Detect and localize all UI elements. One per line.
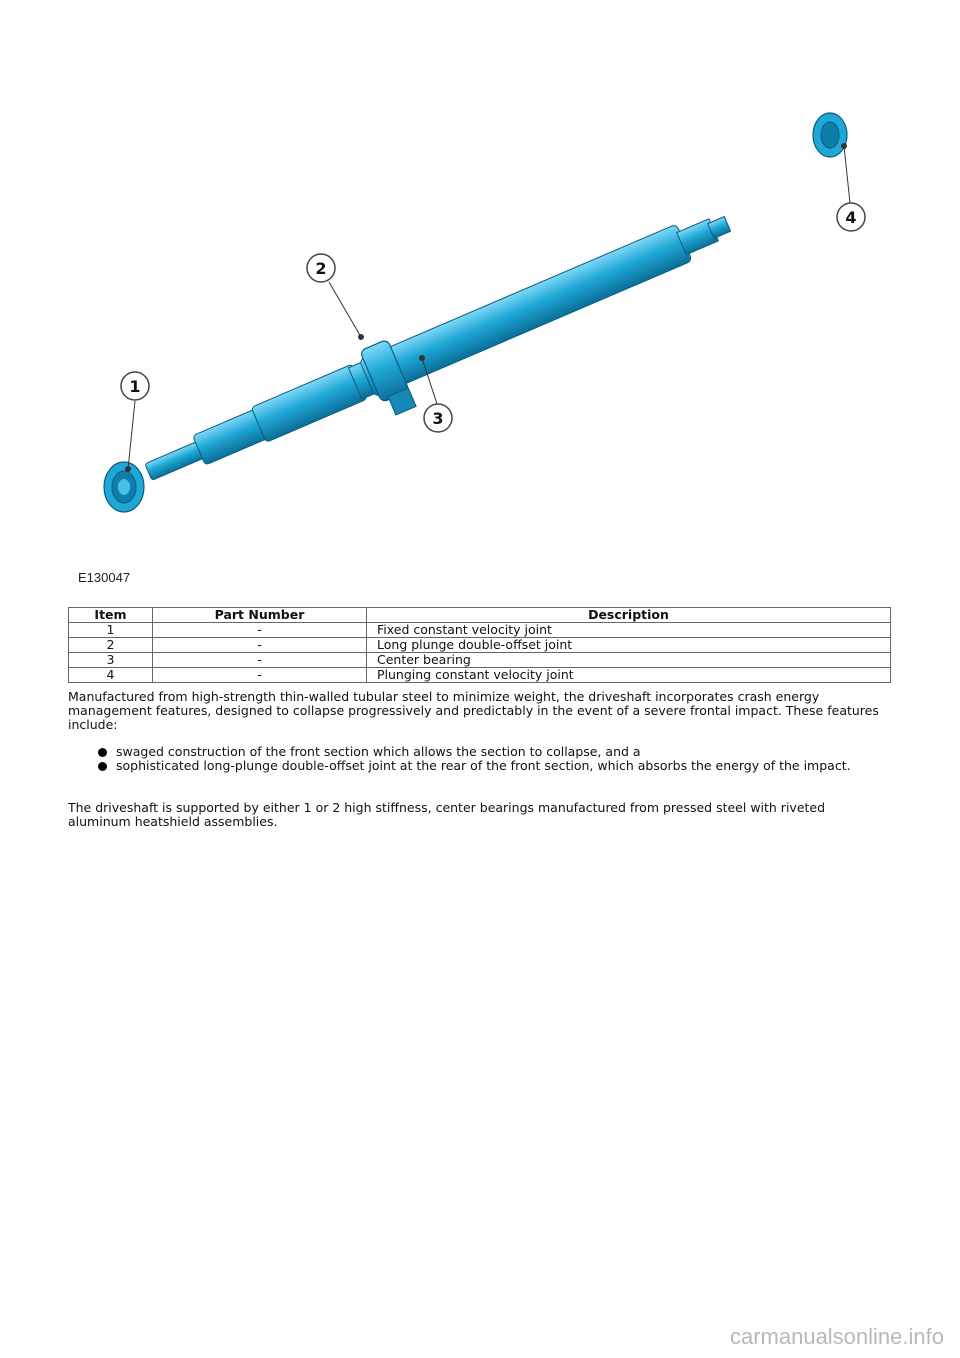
- list-item: sophisticated long-plunge double-offset joint at the rear of the front section, which absorbs the energy of the impact.: [100, 759, 890, 773]
- intro-paragraph: Manufactured from high-strength thin-walled tubular steel to minimize weight, the driveshaft incorporates crash energy management features, designed to collapse progressively and predictably in the event of a severe frontal impact. These features include:: [68, 689, 879, 732]
- cell-description: Long plunge double-offset joint: [367, 638, 891, 653]
- watermark: carmanualsonline.info: [729, 1324, 944, 1349]
- table-row: [69, 623, 891, 638]
- front-joint: [104, 462, 144, 512]
- rear-joint: [813, 113, 847, 157]
- support-paragraph: The driveshaft is supported by either 1 or 2 high stiffness, center bearings manufactured from pressed steel with riveted aluminum heatshield assemblies.: [68, 800, 826, 829]
- table-row: [69, 668, 891, 683]
- cell-item: 1: [69, 623, 153, 638]
- driveshaft: [137, 198, 745, 513]
- cell-description: Center bearing: [367, 653, 891, 668]
- cell-item: 2: [69, 638, 153, 653]
- svg-text:3: 3: [432, 409, 444, 428]
- figure-id: E130047: [78, 570, 131, 585]
- cell-part-number: -: [153, 623, 367, 638]
- svg-text:1: 1: [129, 377, 141, 396]
- table-header-row: [69, 608, 891, 623]
- cell-item: 3: [69, 653, 153, 668]
- header-part-number: Part Number: [153, 608, 367, 623]
- header-item: Item: [69, 608, 153, 623]
- svg-text:2: 2: [315, 259, 327, 278]
- cell-part-number: -: [153, 638, 367, 653]
- cell-description: Fixed constant velocity joint: [367, 623, 891, 638]
- cell-item: 4: [69, 668, 153, 683]
- cell-part-number: -: [153, 668, 367, 683]
- callout-3: [424, 404, 452, 432]
- driveshaft-illustration: [0, 0, 960, 600]
- table-row: [69, 653, 891, 668]
- callout-4: [837, 203, 865, 231]
- callout-2: [307, 254, 335, 282]
- svg-text:4: 4: [845, 208, 857, 227]
- cell-part-number: -: [153, 653, 367, 668]
- header-description: Description: [367, 608, 891, 623]
- table-row: [69, 638, 891, 653]
- list-item: swaged construction of the front section which allows the section to collapse, and a: [100, 745, 890, 759]
- cell-description: Plunging constant velocity joint: [367, 668, 891, 683]
- features-list: [100, 745, 890, 773]
- parts-table: [68, 607, 891, 683]
- callout-1: [121, 372, 149, 400]
